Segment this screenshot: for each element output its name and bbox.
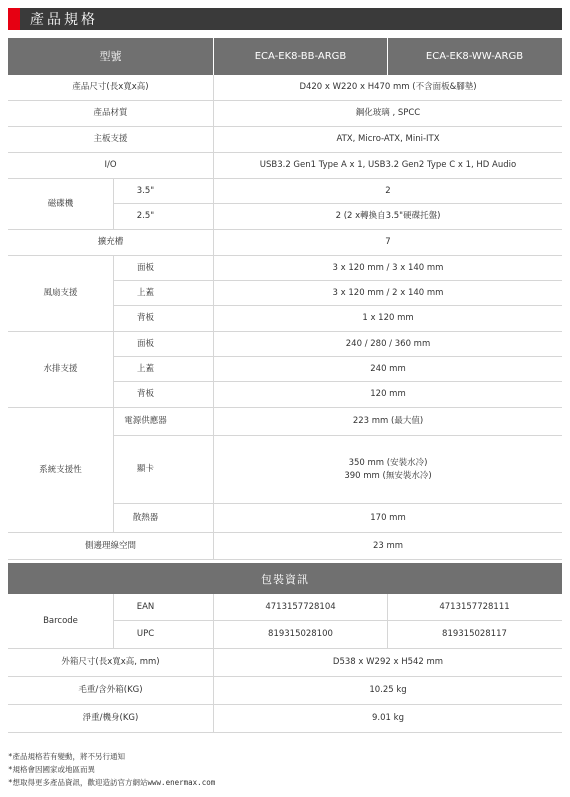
spec-subrow bbox=[114, 382, 562, 407]
spec-row-cable bbox=[8, 533, 562, 560]
spec-label: 側邊理線空間 bbox=[84, 540, 136, 551]
spec-row-carton bbox=[8, 649, 562, 677]
group-label: Barcode bbox=[8, 594, 114, 648]
sub-label: 面板 bbox=[136, 262, 154, 273]
spec-subrow bbox=[114, 306, 562, 331]
spec-group-radiators bbox=[8, 332, 562, 408]
spec-value: 120 mm bbox=[213, 382, 562, 407]
spec-subrow bbox=[114, 621, 562, 648]
spec-label: 產品尺寸(長x寬x高) bbox=[72, 82, 149, 92]
spec-value: D420 x W220 x H470 mm (不含面板&腳墊) bbox=[213, 75, 562, 100]
spec-value: 23 mm bbox=[213, 533, 562, 559]
spec-value: 9.01 kg bbox=[213, 705, 562, 732]
spec-value: 240 mm bbox=[213, 357, 562, 381]
spec-label: 主板支援 bbox=[93, 134, 128, 144]
sub-label: 電源供應器 bbox=[124, 416, 167, 426]
spec-label: 毛重/含外箱(KG) bbox=[78, 685, 143, 695]
spec-group-drives bbox=[8, 179, 562, 230]
footnote: *規格會因國家或地區而異 bbox=[8, 765, 96, 774]
spec-value: ATX, Micro-ATX, Mini-ITX bbox=[213, 127, 562, 152]
spec-subrow bbox=[114, 204, 562, 229]
sub-label: 背板 bbox=[136, 313, 154, 323]
spec-group-fans bbox=[8, 256, 562, 332]
spec-subrow bbox=[114, 594, 562, 621]
spec-label: 擴充槽 bbox=[97, 237, 124, 247]
group-label: 水排支援 bbox=[8, 332, 114, 407]
spec-value bbox=[213, 436, 562, 503]
footnote: *想取得更多產品資訊，歡迎造訪官方網站www.enermax.com bbox=[8, 778, 216, 787]
spec-label: 外箱尺寸(長x寬x高, mm) bbox=[61, 657, 160, 667]
model-a: ECA-EK8-BB-ARGB bbox=[213, 38, 387, 75]
spec-value: 223 mm (最大值) bbox=[213, 408, 562, 435]
sub-label: 2.5" bbox=[136, 211, 155, 221]
gpu-value-line: 350 mm (安裝水冷) bbox=[348, 457, 428, 468]
section-title-bar bbox=[8, 8, 562, 30]
spec-value: 1 x 120 mm bbox=[213, 306, 562, 331]
footnotes bbox=[8, 750, 562, 789]
spec-value: 2 (2 x轉換自3.5"硬碟托盤) bbox=[213, 204, 562, 229]
footnote: *產品規格若有變動，將不另行通知 bbox=[8, 752, 126, 761]
spec-value: 170 mm bbox=[213, 504, 562, 532]
spec-value: 10.25 kg bbox=[213, 677, 562, 704]
spec-label: I/O bbox=[104, 160, 117, 170]
spec-row-io bbox=[8, 153, 562, 179]
spec-group-barcode bbox=[8, 594, 562, 649]
spec-subrow bbox=[114, 256, 562, 281]
spec-subrow bbox=[114, 179, 562, 204]
group-label: 磁碟機 bbox=[8, 179, 114, 229]
spec-row-net bbox=[8, 705, 562, 733]
spec-subrow bbox=[114, 357, 562, 382]
spec-subrow bbox=[114, 281, 562, 306]
spec-row-slots bbox=[8, 230, 562, 256]
spec-value: 鋼化玻璃 , SPCC bbox=[213, 101, 562, 126]
gpu-value-line: 390 mm (無安裝水冷) bbox=[344, 470, 432, 481]
spec-subrow bbox=[114, 408, 562, 436]
barcode-value: 4713157728104 bbox=[213, 594, 387, 620]
sub-label: EAN bbox=[136, 601, 155, 612]
spec-value: 2 bbox=[213, 179, 562, 203]
spec-table bbox=[8, 38, 562, 733]
sub-label: UPC bbox=[136, 629, 155, 639]
spec-row-motherboard bbox=[8, 127, 562, 153]
spec-row-gross bbox=[8, 677, 562, 705]
spec-value: 240 / 280 / 360 mm bbox=[213, 332, 562, 356]
sub-label: 面板 bbox=[136, 338, 154, 349]
sub-label: 上蓋 bbox=[136, 287, 154, 298]
model-label: 型號 bbox=[99, 50, 122, 63]
spec-row-material bbox=[8, 101, 562, 127]
page-title: 產品規格 bbox=[30, 12, 98, 28]
spec-subrow bbox=[114, 332, 562, 357]
spec-row-size bbox=[8, 75, 562, 101]
spec-label: 產品材質 bbox=[93, 108, 128, 118]
title-accent-block bbox=[8, 8, 20, 30]
spec-value: 3 x 120 mm / 3 x 140 mm bbox=[213, 256, 562, 280]
spec-subrow bbox=[114, 504, 562, 532]
spec-value: 3 x 120 mm / 2 x 140 mm bbox=[213, 281, 562, 305]
sub-label: 上蓋 bbox=[136, 363, 154, 374]
spec-subrow bbox=[114, 436, 562, 504]
barcode-value: 819315028117 bbox=[387, 621, 561, 648]
spec-value: USB3.2 Gen1 Type A x 1, USB3.2 Gen2 Type C x 1, HD Audio bbox=[213, 153, 562, 178]
model-header-row bbox=[8, 38, 562, 75]
spec-value: 7 bbox=[213, 230, 562, 255]
sub-label: 3.5" bbox=[136, 185, 155, 196]
spec-group-system bbox=[8, 408, 562, 533]
sub-label: 顯卡 bbox=[136, 464, 154, 474]
barcode-value: 819315028100 bbox=[213, 621, 387, 648]
sub-label: 背板 bbox=[136, 389, 154, 399]
barcode-value: 4713157728111 bbox=[387, 594, 561, 620]
spec-value: D538 x W292 x H542 mm bbox=[213, 649, 562, 676]
packing-section-header: 包裝資訊 bbox=[8, 563, 562, 594]
sub-label: 散熱器 bbox=[132, 512, 159, 523]
group-label: 系統支援性 bbox=[8, 408, 114, 532]
group-label: 風扇支援 bbox=[8, 256, 114, 331]
spec-label: 淨重/機身(KG) bbox=[82, 713, 139, 723]
model-b: ECA-EK8-WW-ARGB bbox=[387, 38, 561, 75]
